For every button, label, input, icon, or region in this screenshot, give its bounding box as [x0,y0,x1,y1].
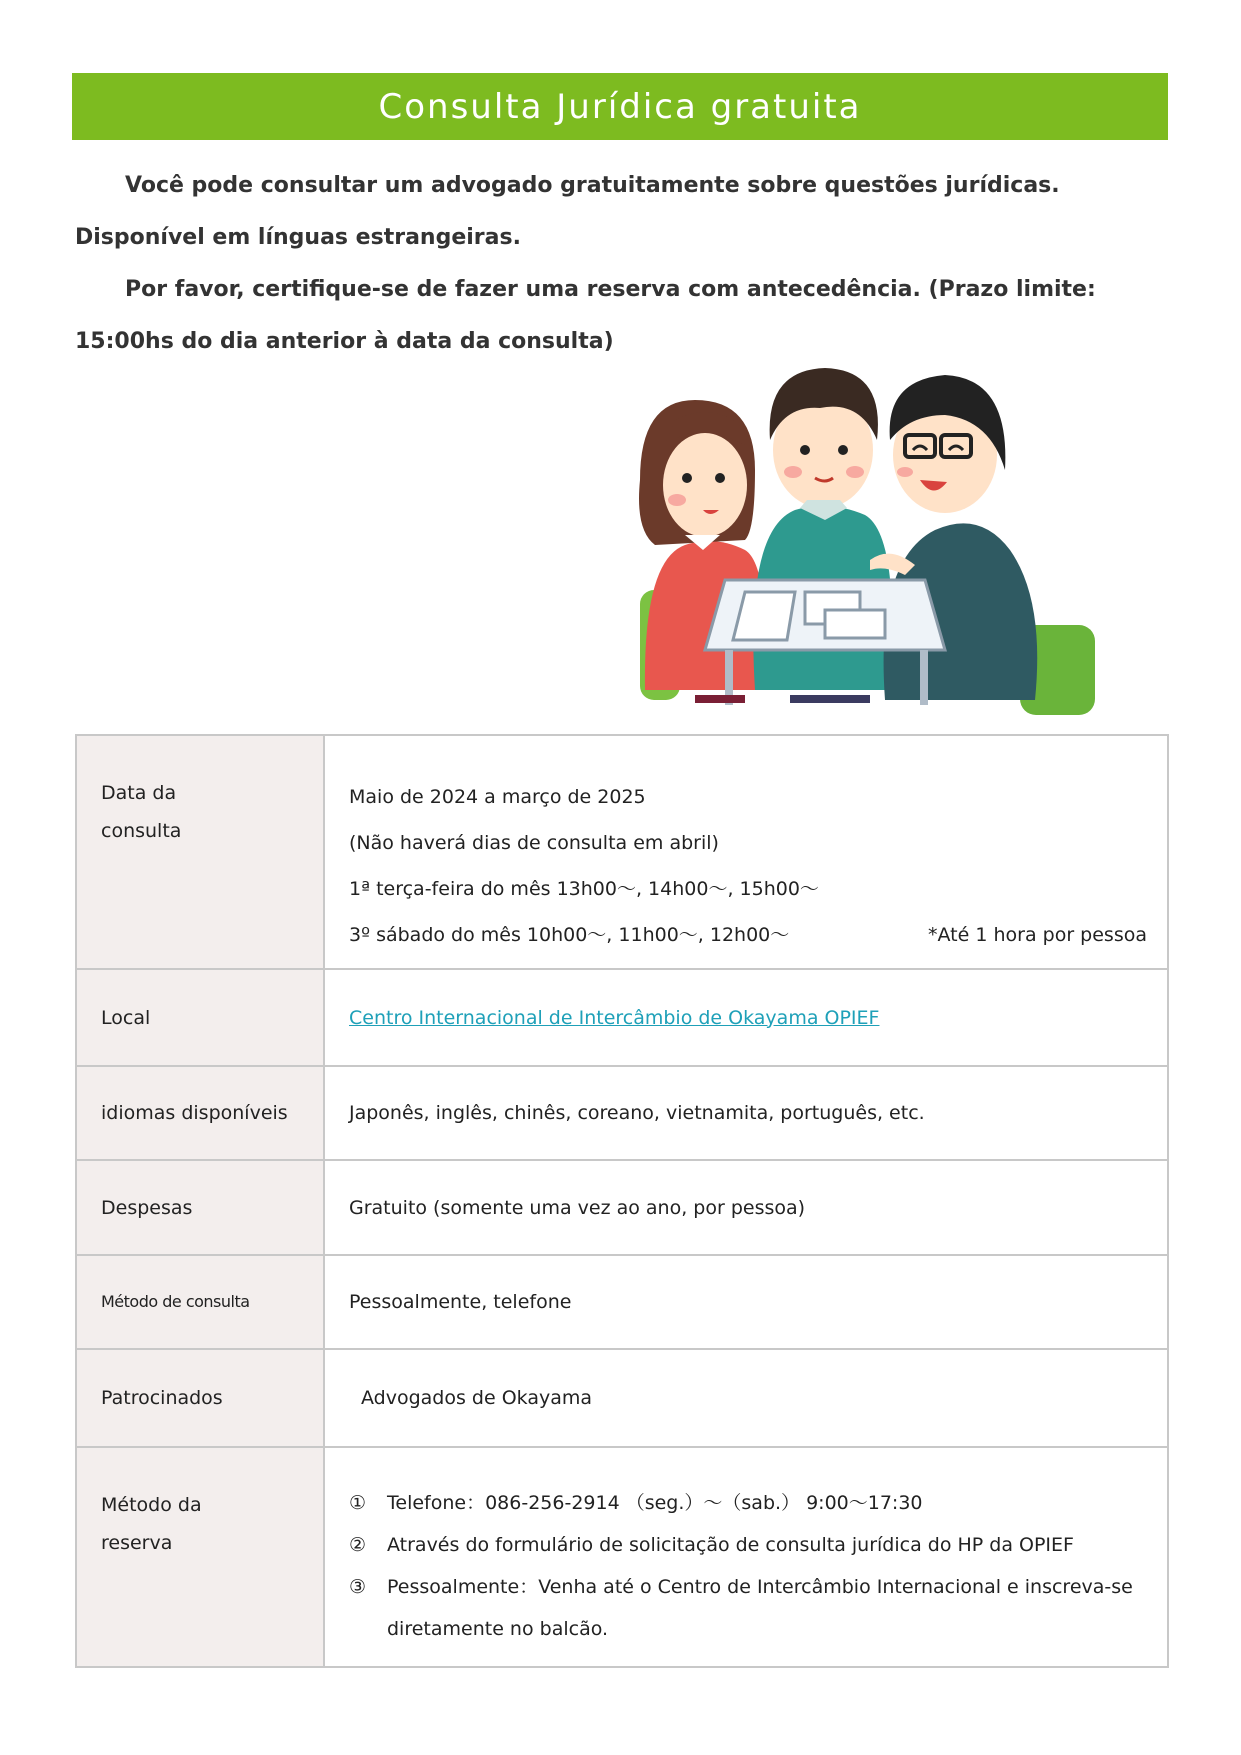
intro-line-4: 15:00hs do dia anterior à data da consulta) [75,329,614,354]
table-row-reserva [76,1447,1168,1667]
intro-line-1: Você pode consultar um advogado gratuitamente sobre questões jurídicas. [125,173,1060,198]
table-row-idiomas [76,1066,1168,1160]
table-row-despesas [76,1160,1168,1255]
value-patrocinados: Advogados de Okayama [324,1349,1168,1447]
circled-number-1: ① [349,1492,367,1514]
intro-line-3: Por favor, certifique-se de fazer uma reserva com antecedência. (Prazo limite: [125,277,1096,302]
info-table [75,734,1169,1668]
label-local: Local [76,969,324,1066]
label-metodo-reserva [76,1447,324,1667]
label-data-consulta [76,735,324,969]
table-row-metodo-consulta [76,1255,1168,1349]
page-title-banner [72,73,1168,140]
reserva-option-phone [349,1482,1147,1524]
table-row-patrocinados [76,1349,1168,1447]
reserva-option-text: Telefone：086-256-2914 （seg.）～（sab.） 9:00～17:30 [387,1492,923,1514]
reserva-option-form [349,1524,1147,1566]
label-metodo-consulta: Método de consulta [76,1255,324,1349]
circled-number-3: ③ [349,1576,367,1598]
schedule-note: (Não haverá dias de consulta em abril) [349,832,719,854]
label-idiomas: idiomas disponíveis [76,1066,324,1160]
schedule-period: Maio de 2024 a março de 2025 [349,786,646,808]
value-data-consulta [324,735,1168,969]
intro-text [75,160,1165,368]
schedule-saturday: 3º sábado do mês 10h00～, 11h00～, 12h00～ [349,924,790,946]
label-despesas: Despesas [76,1160,324,1255]
value-despesas: Gratuito (somente uma vez ao ano, por pessoa) [324,1160,1168,1255]
consultation-illustration [615,360,1115,720]
table-row-data [76,735,1168,969]
label-line: reserva [101,1532,173,1554]
value-idiomas: Japonês, inglês, chinês, coreano, vietnamita, português, etc. [324,1066,1168,1160]
reserva-option-text: Pessoalmente：Venha até o Centro de Intercâmbio Internacional e inscreva-se [387,1576,1133,1598]
reserva-option-in-person [349,1566,1147,1608]
intro-line-2: Disponível em línguas estrangeiras. [75,225,521,250]
schedule-duration-note: *Até 1 hora por pessoa [928,924,1147,946]
label-line: Método da [101,1494,202,1516]
schedule-tuesday: 1ª terça-feira do mês 13h00～, 14h00～, 15h00～ [349,878,819,900]
value-local [324,969,1168,1066]
page-title: Consulta Jurídica gratuita [378,86,862,127]
opief-link[interactable]: Centro Internacional de Intercâmbio de Okayama OPIEF [349,1006,880,1029]
schedule-saturday-row [349,912,1147,958]
label-line: Data da [101,782,177,804]
shoe-left [695,695,745,703]
circled-number-2: ② [349,1534,367,1556]
shoe-center [790,695,870,703]
value-metodo-consulta: Pessoalmente, telefone [324,1255,1168,1349]
reserva-option-continuation: diretamente no balcão. [387,1618,609,1640]
value-metodo-reserva [324,1447,1168,1667]
label-line: consulta [101,820,182,842]
reserva-option-text: Através do formulário de solicitação de consulta jurídica do HP da OPIEF [387,1534,1074,1556]
label-patrocinados: Patrocinados [76,1349,324,1447]
table-row-local [76,969,1168,1066]
